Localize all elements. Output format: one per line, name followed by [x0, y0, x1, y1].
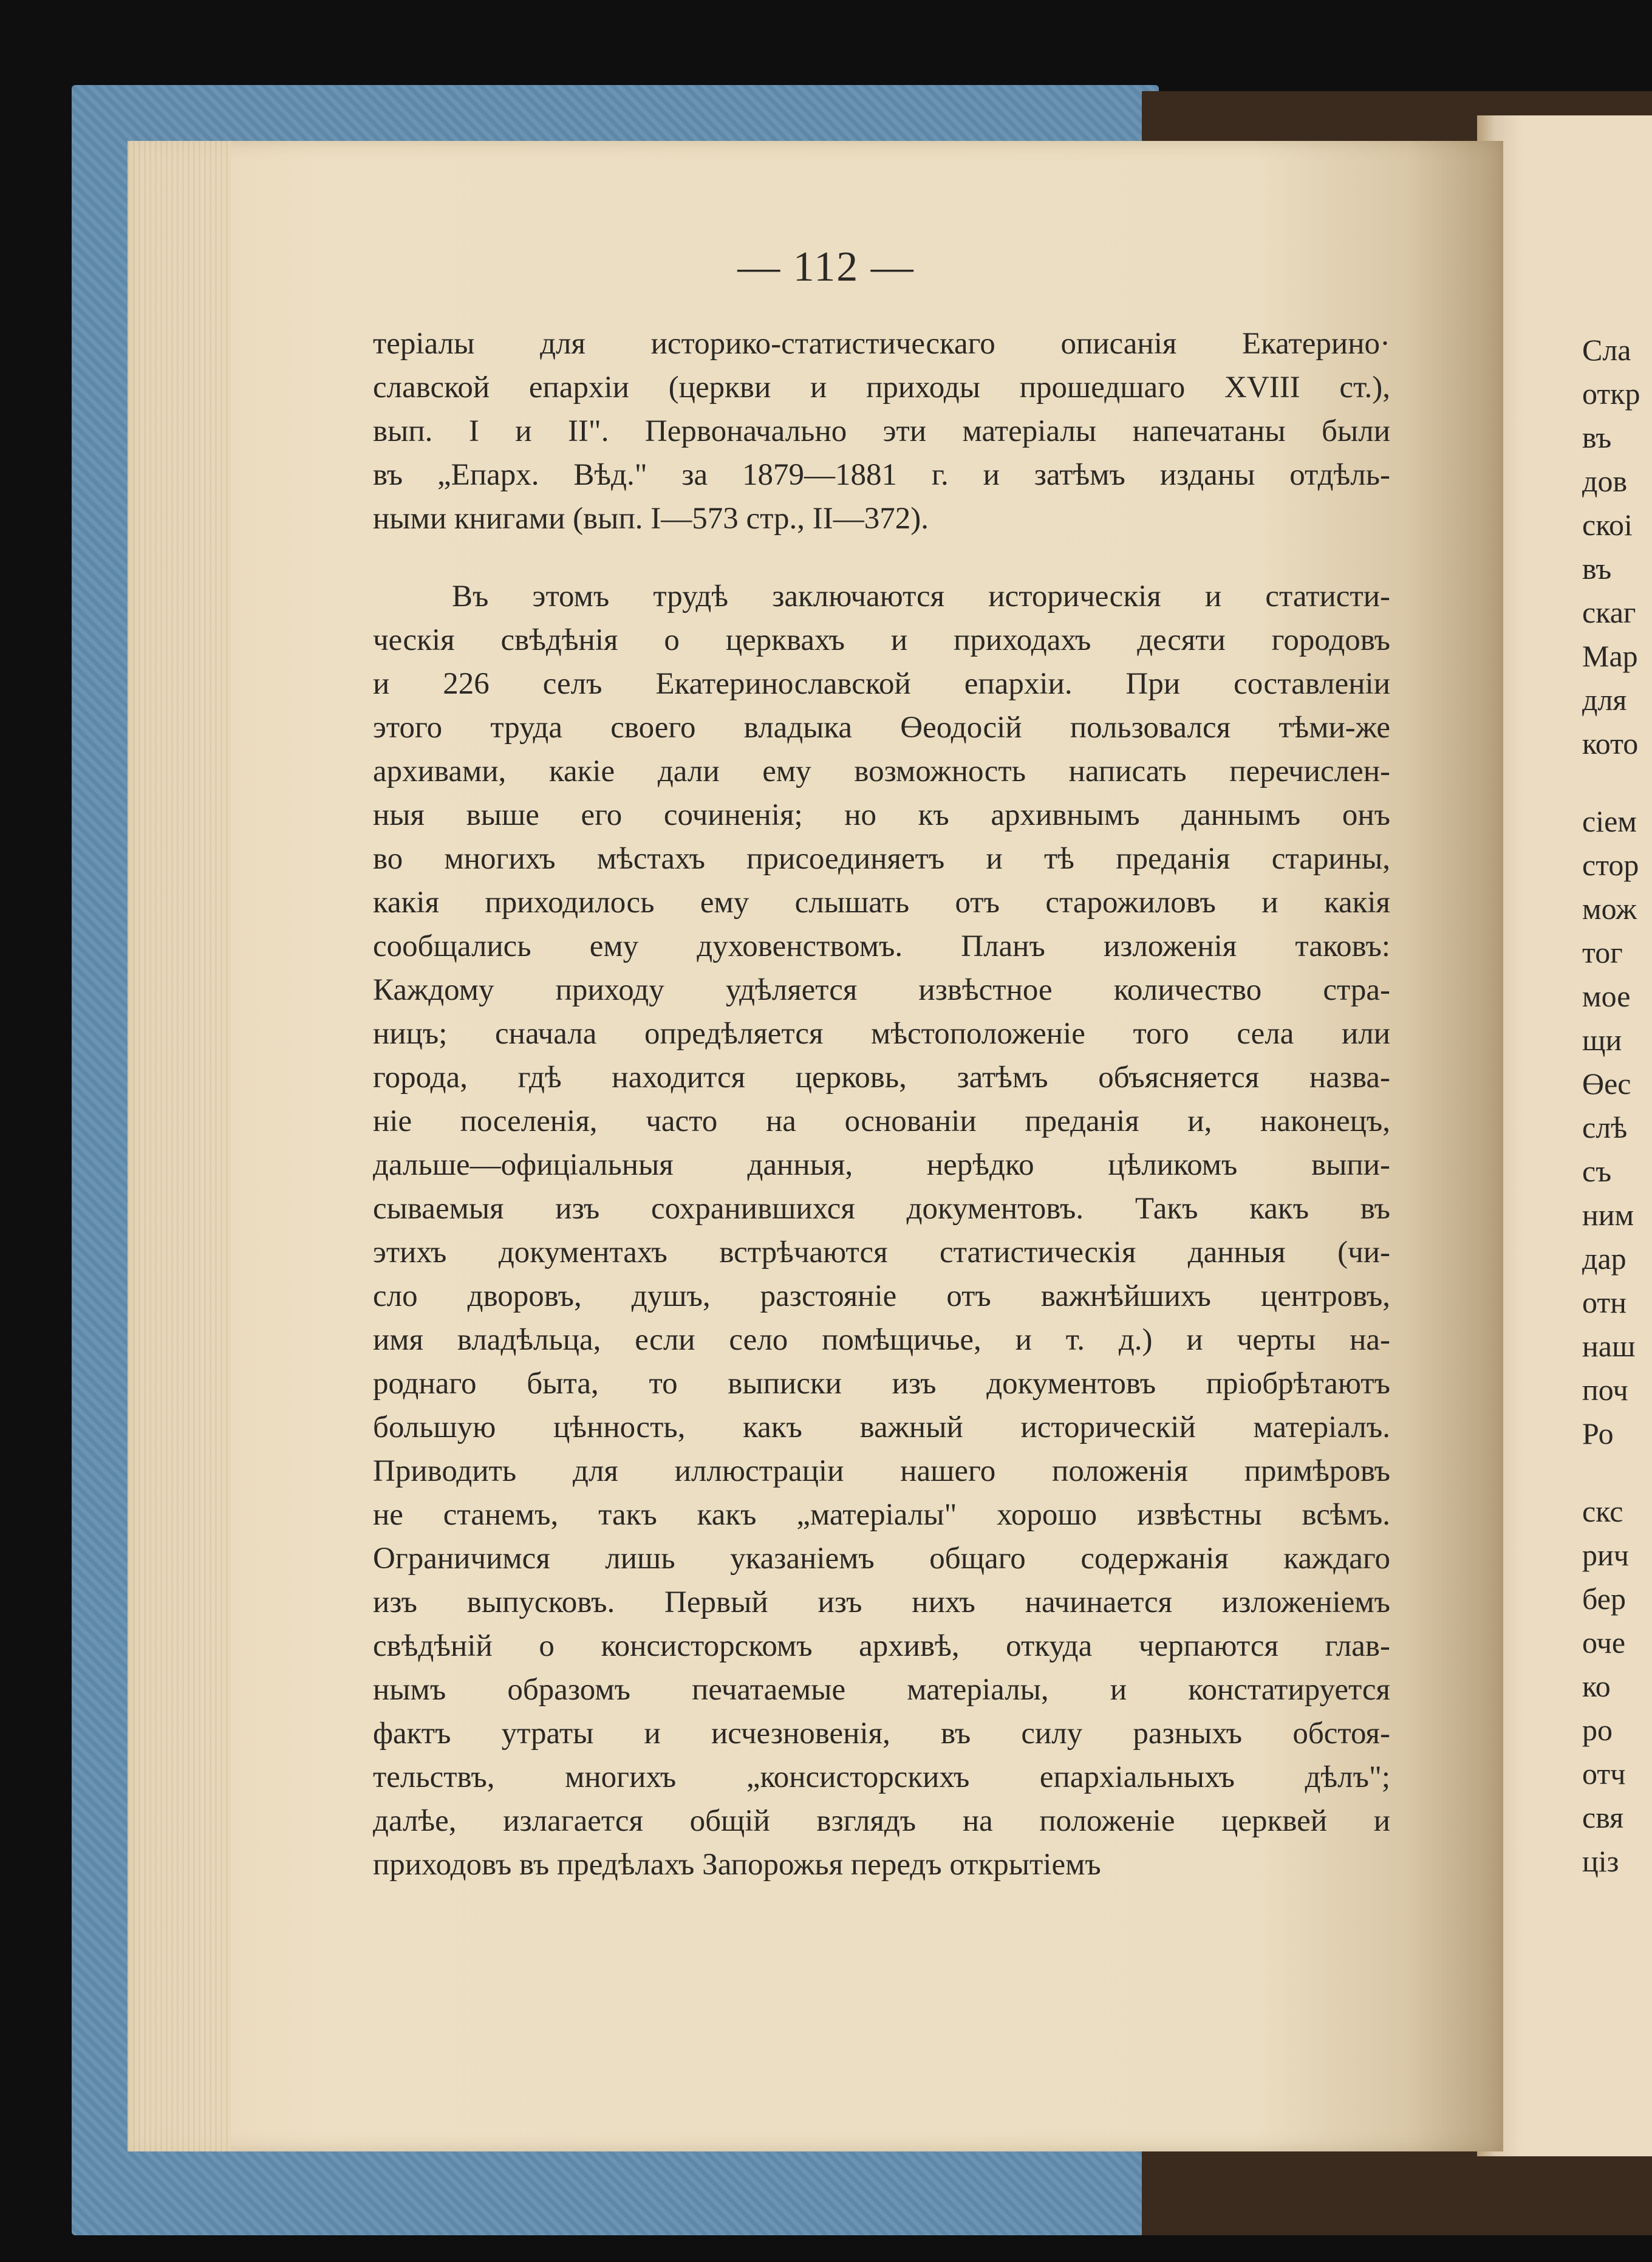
text-line: ными книгами (вып. I—573 стр., II—372).	[373, 502, 929, 536]
text-fragment: бер	[1582, 1582, 1626, 1616]
text-fragment: стор	[1582, 848, 1639, 882]
text-line: сываемыя изъ сохранившихся документовъ. Такъ какъ въ	[373, 1192, 1390, 1226]
text-fragment: тог	[1582, 935, 1623, 969]
text-fragment: скоі	[1582, 508, 1633, 542]
text-line: изъ выпусковъ. Первый изъ нихъ начинается изложеніемъ	[373, 1585, 1390, 1619]
text-line: теріалы для историко-статистическаго описанія Екатерино·	[373, 327, 1390, 361]
text-line: тельствъ, многихъ „консисторскихъ епархіальныхъ дѣлъ";	[373, 1760, 1390, 1794]
text-line: этихъ документахъ встрѣчаются статистическія данныя (чи-	[373, 1235, 1390, 1269]
text-fragment: отн	[1582, 1285, 1626, 1319]
text-line: далѣе, излагается общій взглядъ на положеніе церквей и	[373, 1804, 1390, 1838]
text-line: вып. I и II". Первоначально эти матеріалы напечатаны были	[373, 414, 1390, 448]
text-fragment: отч	[1582, 1757, 1626, 1791]
text-line: большую цѣнность, какъ важный историческій матеріалъ.	[373, 1410, 1390, 1444]
paragraph-2	[373, 575, 1390, 1887]
text-fragment: скаг	[1582, 595, 1636, 629]
text-line: города, гдѣ находится церковь, затѣмъ объясняется назва-	[373, 1061, 1390, 1095]
text-line: роднаго быта, то выписки изъ документовъ пріобрѣтаютъ	[373, 1367, 1390, 1401]
text-fragment: ко	[1582, 1669, 1611, 1703]
text-fragment: Ро	[1582, 1416, 1614, 1450]
text-line: этого труда своего владыка Өеодосій пользовался тѣми-же	[373, 711, 1390, 745]
text-line: и 226 селъ Екатеринославской епархіи. При составленіи	[373, 667, 1390, 701]
text-fragment: Өеc	[1582, 1067, 1631, 1101]
paragraph-gap	[1582, 1455, 1652, 1489]
text-fragment: дов	[1582, 464, 1628, 498]
text-fragment: откр	[1582, 377, 1640, 411]
text-fragment: ро	[1582, 1713, 1613, 1747]
text-fragment: Сла	[1582, 333, 1631, 367]
text-fragment: скс	[1582, 1494, 1623, 1528]
text-line: имя владѣльца, если село помѣщичье, и т. д.) и черты на-	[373, 1323, 1390, 1357]
text-line: нымъ образомъ печатаемые матеріалы, и констатируется	[373, 1673, 1390, 1707]
text-line: дальше—офиціальныя данныя, нерѣдко цѣликомъ выпи-	[373, 1148, 1390, 1182]
text-line: не станемъ, такъ какъ „матеріалы" хорошо извѣстны всѣмъ.	[373, 1498, 1390, 1532]
text-fragment: для	[1582, 683, 1627, 717]
text-fragment: съ	[1582, 1154, 1612, 1188]
text-fragment: наш	[1582, 1329, 1636, 1363]
text-line: ницъ; сначала опредѣляется мѣстоположеніе того села или	[373, 1017, 1390, 1051]
text-line: сообщались ему духовенствомъ. Планъ изложенія таковъ:	[373, 929, 1390, 963]
text-line: Приводить для иллюстраціи нашего положенія примѣровъ	[373, 1454, 1390, 1488]
text-line: Каждому приходу удѣляется извѣстное количество стра-	[373, 973, 1390, 1007]
text-line: ческія свѣдѣнія о церквахъ и приходахъ десяти городовъ	[373, 623, 1390, 657]
text-fragment: въ	[1582, 552, 1612, 586]
text-fragment: Мар	[1582, 639, 1638, 673]
text-fragment: поч	[1582, 1373, 1628, 1407]
text-line: свѣдѣній о консисторскомъ архивѣ, откуда черпаются глав-	[373, 1629, 1390, 1663]
text-line: фактъ утраты и исчезновенія, въ силу разныхъ обстоя-	[373, 1717, 1390, 1751]
page-number: — 112 —	[737, 244, 915, 290]
text-line: Ограничимся лишь указаніемъ общаго содержанія каждаго	[373, 1542, 1390, 1576]
text-fragment: слѣ	[1582, 1110, 1628, 1144]
text-fragment: щи	[1582, 1023, 1622, 1057]
text-line: приходовъ въ предѣлахъ Запорожья передъ открытіемъ	[373, 1848, 1101, 1882]
text-fragment: мож	[1582, 892, 1637, 926]
text-fragment: кото	[1582, 726, 1639, 760]
text-line: ныя выше его сочиненія; но къ архивнымъ даннымъ онъ	[373, 798, 1390, 832]
text-line: какія приходилось ему слышать отъ старожиловъ и какія	[373, 886, 1390, 920]
text-line: славской епархіи (церкви и приходы прошедшаго XVIII ст.),	[373, 371, 1390, 405]
text-line: архивами, какіе дали ему возможность написать перечислен-	[373, 754, 1390, 788]
paragraph-gap	[1582, 765, 1652, 799]
facing-page-text	[1582, 328, 1652, 1883]
text-line: сло дворовъ, душъ, разстояніе отъ важнѣйшихъ центровъ,	[373, 1279, 1390, 1313]
text-fragment: мое	[1582, 979, 1631, 1013]
text-line: ніе поселенія, часто на основаніи преданія и, наконецъ,	[373, 1104, 1390, 1138]
text-fragment: оче	[1582, 1625, 1626, 1659]
text-fragment: рич	[1582, 1538, 1629, 1572]
text-fragment: сіем	[1582, 804, 1637, 838]
text-fragment: ціз	[1582, 1844, 1619, 1878]
text-line: въ „Епарх. Вѣд." за 1879—1881 г. и затѣмъ изданы отдѣль-	[373, 458, 1390, 492]
text-fragment: дар	[1582, 1242, 1626, 1276]
text-fragment: свя	[1582, 1800, 1624, 1834]
text-fragment: въ	[1582, 420, 1612, 454]
text-line: во многихъ мѣстахъ присоединяетъ и тѣ преданія старины,	[373, 842, 1390, 876]
paragraph-1	[373, 322, 1390, 541]
text-fragment: ним	[1582, 1198, 1634, 1232]
page-text	[373, 322, 1390, 1887]
text-line: Въ этомъ трудѣ заключаются историческія и статисти-	[452, 579, 1390, 613]
